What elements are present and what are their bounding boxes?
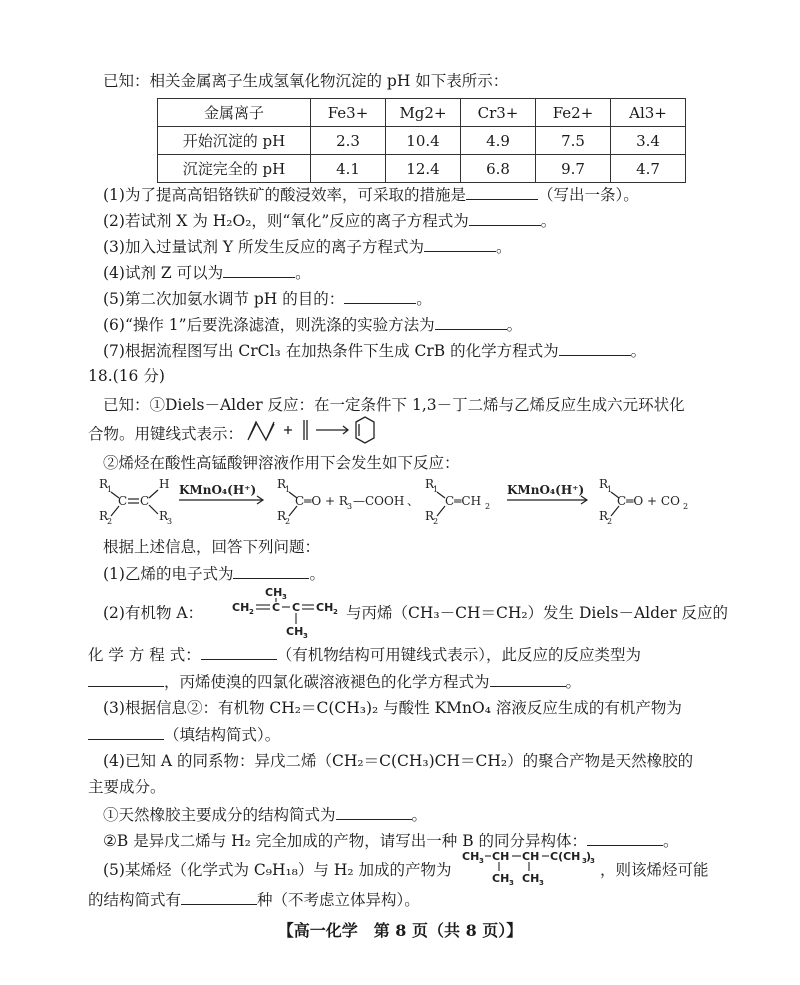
answer-blank[interactable] bbox=[223, 261, 295, 278]
svg-text:R: R bbox=[277, 477, 287, 491]
svg-text:3: 3 bbox=[282, 593, 287, 601]
answer-blank[interactable] bbox=[587, 829, 663, 846]
svg-text:C═CH: C═CH bbox=[445, 494, 482, 508]
question-text: ①天然橡胶主要成分的结构简式为 bbox=[103, 806, 336, 824]
table-row bbox=[158, 127, 686, 155]
svg-text:3: 3 bbox=[479, 857, 484, 865]
table-cell: 6.8 bbox=[461, 155, 536, 183]
question-text: 。 bbox=[630, 342, 647, 360]
q17-part4 bbox=[103, 261, 311, 284]
svg-text:3: 3 bbox=[509, 879, 514, 886]
svg-text:CH: CH bbox=[232, 601, 250, 614]
table-cell: 9.7 bbox=[536, 155, 611, 183]
svg-text:CH: CH bbox=[286, 625, 304, 638]
page-footer: 【高一化学 第 8 页（共 8 页）】 bbox=[277, 921, 523, 940]
q18-part3-b bbox=[88, 723, 280, 746]
question-text: 。 bbox=[309, 565, 325, 583]
svg-text:2: 2 bbox=[683, 502, 689, 511]
q18-part2: (2)有机物 A： bbox=[103, 604, 204, 622]
svg-text:2: 2 bbox=[107, 517, 113, 526]
svg-text:CH: CH bbox=[265, 586, 283, 599]
diels-alder-scheme bbox=[244, 408, 394, 452]
answer-blank[interactable] bbox=[344, 287, 416, 304]
q18-title: 18.(16 分) bbox=[88, 367, 165, 385]
svg-text:R: R bbox=[599, 509, 609, 523]
svg-text:C: C bbox=[140, 494, 150, 508]
table-cell: 4.7 bbox=[611, 155, 686, 183]
table-cell: 4.9 bbox=[461, 127, 536, 155]
question-text: (6)“操作 1”后要洗涤滤渣，则洗涤的实验方法为 bbox=[103, 316, 435, 334]
svg-text:—COOH: —COOH bbox=[353, 494, 405, 508]
svg-text:3: 3 bbox=[539, 879, 544, 886]
question-text: 的结构简式有 bbox=[88, 891, 182, 909]
svg-text:1: 1 bbox=[433, 485, 439, 494]
svg-text:CH: CH bbox=[492, 872, 510, 885]
answer-intro: 根据上述信息，回答下列问题： bbox=[103, 538, 321, 556]
reagent-label-2: KMnO₄(H⁺) bbox=[507, 483, 585, 497]
q18-part4-b: 主要成分。 bbox=[88, 778, 166, 796]
answer-blank[interactable] bbox=[490, 670, 566, 687]
question-text: 。 bbox=[506, 316, 523, 334]
question-text: (5)第二次加氨水调节 pH 的目的： bbox=[103, 290, 345, 308]
table-header-cell: Al3+ bbox=[611, 99, 686, 127]
q18-known1-b: 合物。用键线式表示： bbox=[88, 425, 244, 443]
reagent-label-1: KMnO₄(H⁺) bbox=[179, 483, 257, 497]
question-text: 。 bbox=[565, 673, 582, 691]
svg-text:CH: CH bbox=[522, 872, 540, 885]
q17-part2 bbox=[103, 209, 556, 232]
table-header-cell: Mg2+ bbox=[386, 99, 461, 127]
svg-text:C═O + R: C═O + R bbox=[295, 494, 348, 508]
q17-part5 bbox=[103, 287, 432, 310]
svg-text:1: 1 bbox=[107, 485, 113, 494]
svg-text:3: 3 bbox=[303, 632, 308, 639]
svg-text:、: 、 bbox=[407, 494, 420, 508]
svg-text:3: 3 bbox=[347, 502, 353, 511]
question-text: 。 bbox=[496, 238, 512, 256]
question-text: 。 bbox=[663, 832, 679, 850]
question-text: (1)为了提高高铝铬铁矿的酸浸效率，可采取的措施是 bbox=[103, 186, 466, 204]
q18-part3: (3)根据信息②：有机物 CH₂＝C(CH₃)₂ 与酸性 KMnO₄ 溶液反应生成的有机产物为 bbox=[103, 699, 682, 717]
svg-text:R: R bbox=[425, 509, 435, 523]
table-header-cell: Cr3+ bbox=[461, 99, 536, 127]
question-text: (3)加入过量试剂 Y 所发生反应的离子方程式为 bbox=[103, 238, 425, 256]
table-header-cell: 金属离子 bbox=[158, 99, 311, 127]
question-text: 化 学 方 程 式： bbox=[88, 646, 201, 664]
svg-text:R: R bbox=[159, 509, 169, 523]
svg-text:2: 2 bbox=[433, 517, 439, 526]
svg-text:CH: CH bbox=[522, 850, 540, 863]
question-text: （有机物结构可用键线式表示），此反应的反应类型为 bbox=[276, 646, 641, 664]
svg-text:2: 2 bbox=[485, 502, 491, 511]
q18-known1: 已知：①Diels－Alder 反应：在一定条件下 1,3－丁二烯与乙烯反应生成六元环状化 bbox=[103, 396, 685, 414]
svg-text:2: 2 bbox=[333, 608, 338, 616]
svg-text:R: R bbox=[599, 477, 609, 491]
svg-text:CH: CH bbox=[462, 850, 480, 863]
intro-text: 已知：相关金属离子生成氢氧化物沉淀的 pH 如下表所示： bbox=[103, 72, 509, 90]
table-cell: 沉淀完全的 pH bbox=[158, 155, 311, 183]
table-cell: 3.4 bbox=[611, 127, 686, 155]
question-text: 。 bbox=[540, 212, 557, 230]
table-header-cell: Fe2+ bbox=[536, 99, 611, 127]
svg-text:2: 2 bbox=[607, 517, 613, 526]
question-text: （填结构简式）。 bbox=[164, 726, 281, 744]
q18-part5-post: ，则该烯烃可能 bbox=[600, 861, 709, 879]
svg-text:H: H bbox=[159, 477, 170, 491]
table-cell: 开始沉淀的 pH bbox=[158, 127, 311, 155]
q18-part5: (5)某烯烃（化学式为 C₉H₁₈）与 H₂ 加成的产物为 bbox=[103, 861, 452, 879]
question-text: (7)根据流程图写出 CrCl₃ 在加热条件下生成 CrB 的化学方程式为 bbox=[103, 342, 559, 360]
ph-table bbox=[157, 98, 686, 183]
svg-text:3: 3 bbox=[590, 857, 595, 865]
question-text: 种（不考虑立体异构）。 bbox=[257, 891, 420, 909]
answer-blank[interactable] bbox=[201, 643, 277, 660]
q18-part4: (4)已知 A 的同系物：异戊二烯（CH₂＝C(CH₃)CH＝CH₂）的聚合产物是天然橡胶的 bbox=[103, 752, 694, 770]
svg-text:C(CH: C(CH bbox=[550, 850, 581, 863]
svg-text:R: R bbox=[99, 477, 109, 491]
q17-part1 bbox=[103, 183, 639, 206]
answer-blank[interactable] bbox=[559, 339, 631, 356]
svg-text:R: R bbox=[277, 509, 287, 523]
table-cell: 10.4 bbox=[386, 127, 461, 155]
table-header-cell: Fe3+ bbox=[311, 99, 386, 127]
double-bond-line bbox=[249, 424, 256, 438]
q18-part2-post: 与丙烯（CH₃－CH＝CH₂）发生 Diels－Alder 反应的 bbox=[346, 604, 729, 622]
svg-text:C: C bbox=[272, 601, 281, 614]
table-cell: 4.1 bbox=[311, 155, 386, 183]
answer-blank[interactable] bbox=[336, 803, 412, 820]
table-cell: 2.3 bbox=[311, 127, 386, 155]
answer-blank[interactable] bbox=[233, 562, 309, 579]
question-text: （写出一条）。 bbox=[537, 186, 639, 204]
table-header-row bbox=[158, 99, 686, 127]
structure-a bbox=[232, 585, 344, 639]
q18-part1 bbox=[103, 562, 325, 585]
svg-text:C═O + CO: C═O + CO bbox=[617, 494, 680, 508]
answer-blank[interactable] bbox=[181, 888, 257, 905]
answer-blank[interactable] bbox=[88, 670, 164, 687]
q18-known2: ②烯烃在酸性高锰酸钾溶液作用下会发生如下反应： bbox=[103, 454, 460, 472]
question-text: 。 bbox=[416, 290, 432, 308]
svg-text:3: 3 bbox=[582, 857, 587, 865]
svg-text:CH: CH bbox=[492, 850, 510, 863]
oxidation-scheme bbox=[95, 474, 715, 534]
table-cell: 7.5 bbox=[536, 127, 611, 155]
svg-text:1: 1 bbox=[285, 485, 291, 494]
q18-part2-line3 bbox=[88, 670, 581, 693]
question-text: (1)乙烯的电子式为 bbox=[103, 565, 234, 583]
table-row bbox=[158, 155, 686, 183]
svg-text:CH: CH bbox=[316, 601, 334, 614]
question-text: (2)若试剂 X 为 H₂O₂，则“氧化”反应的离子方程式为 bbox=[103, 212, 469, 230]
answer-blank[interactable] bbox=[466, 183, 538, 200]
answer-blank[interactable] bbox=[88, 723, 164, 740]
svg-text:1: 1 bbox=[607, 485, 613, 494]
question-text: ②B 是异戊二烯与 H₂ 完全加成的产物，请写出一种 B 的同分异构体： bbox=[103, 832, 588, 850]
answer-blank[interactable] bbox=[424, 235, 496, 252]
q17-part3 bbox=[103, 235, 512, 258]
addition-product-structure bbox=[462, 846, 600, 886]
question-text: ，丙烯使溴的四氯化碳溶液褪色的化学方程式为 bbox=[164, 673, 490, 691]
q18-part2-line2 bbox=[88, 643, 641, 666]
svg-text:C: C bbox=[292, 601, 301, 614]
q17-part6 bbox=[103, 313, 522, 336]
svg-text:R: R bbox=[99, 509, 109, 523]
q18-part4-1 bbox=[103, 803, 427, 826]
q17-part7 bbox=[103, 339, 646, 362]
q18-part5-line2 bbox=[88, 888, 420, 911]
answer-blank[interactable] bbox=[435, 313, 507, 330]
question-text: (4)试剂 Z 可以为 bbox=[103, 264, 224, 282]
double-bond-line bbox=[267, 424, 274, 438]
question-text: 。 bbox=[295, 264, 311, 282]
table-cell: 12.4 bbox=[386, 155, 461, 183]
svg-text:3: 3 bbox=[167, 517, 173, 526]
svg-text:2: 2 bbox=[285, 517, 291, 526]
svg-text:R: R bbox=[425, 477, 435, 491]
svg-text:2: 2 bbox=[249, 608, 254, 616]
question-text: 。 bbox=[411, 806, 428, 824]
answer-blank[interactable] bbox=[469, 209, 541, 226]
svg-text:C: C bbox=[118, 494, 128, 508]
svg-text:): ) bbox=[586, 850, 592, 863]
